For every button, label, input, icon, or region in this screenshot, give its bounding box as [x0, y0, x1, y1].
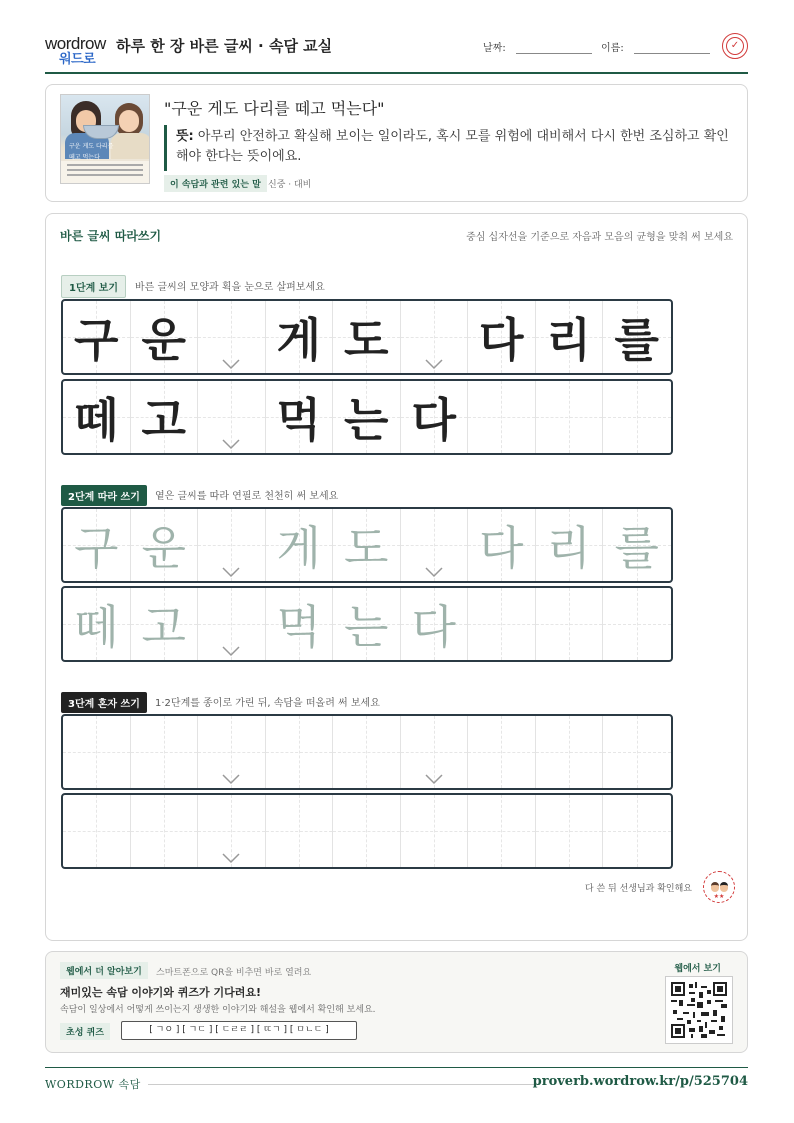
- step-1-desc: 바른 글씨의 모양과 획을 눈으로 살펴보세요: [135, 282, 325, 293]
- step-3-badge: 3단계 혼자 쓰기: [61, 692, 147, 713]
- illustration-caption-2: 떼고 먹는다: [69, 154, 100, 161]
- grid-cell[interactable]: [333, 588, 401, 660]
- grid-cell[interactable]: [266, 716, 334, 788]
- grid-cell: [266, 381, 334, 453]
- grid-cell[interactable]: [603, 588, 671, 660]
- grid-cell: [333, 381, 401, 453]
- related-words: 신중 · 대비: [268, 180, 312, 190]
- model-character: 떼: [74, 393, 119, 447]
- grid-cell[interactable]: [468, 795, 536, 867]
- model-character: 먹: [276, 393, 321, 447]
- trace-character: 를: [614, 521, 659, 575]
- grid-cell: [131, 301, 199, 373]
- grid-cell[interactable]: [198, 716, 266, 788]
- grid-cell[interactable]: [401, 509, 469, 581]
- name-field[interactable]: [601, 39, 710, 54]
- check-stamp-icon: ✓: [722, 33, 748, 59]
- grid-cell: [603, 301, 671, 373]
- trace-character: 구: [74, 521, 119, 575]
- grid-cell[interactable]: [536, 509, 604, 581]
- grid-cell[interactable]: [131, 509, 199, 581]
- grid-cell: [401, 301, 469, 373]
- date-label: 날짜:: [483, 43, 506, 54]
- grid-cell[interactable]: [468, 588, 536, 660]
- grid-cell: [468, 381, 536, 453]
- web-subtext: 속담이 일상에서 어떻게 쓰이는지 생생한 이야기와 해설을 웹에서 확인해 보세요.: [60, 1005, 376, 1015]
- grid-cell: [63, 301, 131, 373]
- grid-cell: [266, 301, 334, 373]
- grid-cell[interactable]: [401, 716, 469, 788]
- step-2-desc: 옅은 글씨를 따라 연필로 천천히 써 보세요: [155, 491, 339, 502]
- trace-character: 먹: [276, 600, 321, 654]
- word-space-icon: [221, 849, 241, 861]
- model-character: 는: [344, 393, 389, 447]
- footer-divider: [45, 1067, 748, 1068]
- grid-cell[interactable]: [401, 588, 469, 660]
- grid-cell[interactable]: [63, 716, 131, 788]
- model-character: 를: [614, 313, 659, 367]
- grid-cell[interactable]: [603, 795, 671, 867]
- name-label: 이름:: [601, 43, 624, 54]
- web-hint: 스마트폰으로 QR을 비추면 바로 열려요: [156, 968, 312, 978]
- trace-row-2[interactable]: [61, 586, 673, 662]
- grid-cell: [536, 301, 604, 373]
- step-1-badge: 1단계 보기: [61, 275, 126, 298]
- proverb-illustration: [60, 94, 150, 184]
- model-character: 다: [479, 313, 524, 367]
- date-field[interactable]: [483, 39, 592, 54]
- model-character: 다: [411, 393, 456, 447]
- grid-cell[interactable]: [333, 716, 401, 788]
- word-space-icon: [424, 355, 444, 367]
- web-headline: 재미있는 속담 이야기와 퀴즈가 기다려요!: [60, 986, 261, 999]
- teacher-check-text: 다 쓴 뒤 선생님과 확인해요: [584, 884, 692, 894]
- grid-cell: [131, 381, 199, 453]
- grid-cell[interactable]: [333, 509, 401, 581]
- name-line[interactable]: [634, 44, 710, 54]
- proverb-title: "구운 게도 다리를 떼고 먹는다": [164, 99, 385, 118]
- trace-character: 는: [344, 600, 389, 654]
- word-space-icon: [424, 563, 444, 575]
- accent-bar: [164, 125, 167, 171]
- model-character: 구: [74, 313, 119, 367]
- trace-character: 도: [344, 521, 389, 575]
- model-row-1: [61, 299, 673, 375]
- word-space-icon: [221, 642, 241, 654]
- grid-cell[interactable]: [468, 716, 536, 788]
- trace-character: 운: [141, 521, 186, 575]
- model-row-2: [61, 379, 673, 455]
- grid-cell: [198, 301, 266, 373]
- trace-character: 다: [479, 521, 524, 575]
- word-space-icon: [221, 355, 241, 367]
- grid-cell[interactable]: [603, 716, 671, 788]
- related-label: 이 속담과 관련 있는 말: [164, 175, 267, 192]
- trace-character: 떼: [74, 600, 119, 654]
- grid-cell[interactable]: [266, 588, 334, 660]
- page-title: 하루 한 장 바른 글씨 · 속담 교실: [116, 37, 333, 55]
- date-line[interactable]: [516, 44, 592, 54]
- word-space-icon: [221, 435, 241, 447]
- grid-cell[interactable]: [536, 716, 604, 788]
- grid-cell[interactable]: [468, 509, 536, 581]
- teacher-stamp-icon: ★★: [703, 871, 735, 903]
- proverb-meaning: [176, 127, 736, 167]
- word-space-icon: [221, 770, 241, 782]
- grid-cell[interactable]: [401, 795, 469, 867]
- footer-brand: WORDROW 속담: [45, 1078, 141, 1091]
- grid-cell[interactable]: [198, 509, 266, 581]
- step-3-desc: 1·2단계를 종이로 가린 뒤, 속담을 떠올려 써 보세요: [155, 698, 380, 709]
- practice-title: 바른 글씨 따라쓰기: [60, 229, 162, 243]
- grid-cell[interactable]: [63, 509, 131, 581]
- word-space-icon: [221, 563, 241, 575]
- practice-hint: 중심 십자선을 기준으로 자음과 모음의 균형을 맞춰 써 보세요: [466, 232, 733, 243]
- proverb-card: [45, 84, 748, 202]
- grid-cell[interactable]: [333, 795, 401, 867]
- qr-title: 웹에서 보기: [674, 964, 721, 974]
- grid-cell: [333, 301, 401, 373]
- logo-subtext: 워드로: [59, 51, 96, 66]
- model-character: 게: [276, 313, 321, 367]
- grid-cell: [468, 301, 536, 373]
- footer-rule: [148, 1084, 538, 1085]
- page-header: [45, 30, 748, 74]
- logo-text: wordrow: [45, 34, 106, 53]
- word-space-icon: [424, 770, 444, 782]
- initial-consonant-quiz: [ ㄱㅇ ] [ ㄱㄷ ] [ ㄷㄹㄹ ] [ ㄸㄱ ] [ ㅁㄴㄷ ]: [121, 1021, 357, 1040]
- grid-cell[interactable]: [131, 588, 199, 660]
- trace-character: 게: [276, 521, 321, 575]
- practice-section: [45, 213, 748, 941]
- model-character: 고: [141, 393, 186, 447]
- grid-cell: [198, 381, 266, 453]
- model-character: 리: [546, 313, 591, 367]
- step-2-badge: 2단계 따라 쓰기: [61, 485, 147, 506]
- grid-cell[interactable]: [266, 795, 334, 867]
- grid-cell[interactable]: [603, 509, 671, 581]
- web-promo-box: [45, 951, 748, 1053]
- trace-character: 리: [546, 521, 591, 575]
- grid-cell[interactable]: [131, 716, 199, 788]
- grid-cell[interactable]: [266, 509, 334, 581]
- grid-cell[interactable]: [198, 588, 266, 660]
- model-character: 운: [141, 313, 186, 367]
- grid-cell[interactable]: [131, 795, 199, 867]
- grid-cell: [401, 381, 469, 453]
- grid-cell[interactable]: [536, 588, 604, 660]
- grid-cell[interactable]: [63, 795, 131, 867]
- grid-cell: [603, 381, 671, 453]
- meaning-label: 뜻:: [176, 129, 194, 144]
- grid-cell[interactable]: [63, 588, 131, 660]
- grid-cell: [536, 381, 604, 453]
- model-character: 도: [344, 313, 389, 367]
- grid-cell[interactable]: [536, 795, 604, 867]
- grid-cell[interactable]: [198, 795, 266, 867]
- trace-character: 다: [411, 600, 456, 654]
- footer-url-link[interactable]: proverb.wordrow.kr/p/525704: [532, 1074, 748, 1089]
- web-label: 웹에서 더 알아보기: [60, 962, 148, 979]
- meaning-text: 아무리 안전하고 확실해 보이는 일이라도, 혹시 모를 위험에 대비해서 다시 한번 조심하고 확인해야 한다는 뜻이에요.: [176, 129, 729, 164]
- wordrow-logo: [45, 34, 106, 66]
- qr-code-icon[interactable]: [665, 976, 733, 1044]
- free-write-row-1[interactable]: [61, 714, 673, 790]
- illustration-caption-1: 구운 게도 다리를: [69, 143, 114, 150]
- free-write-row-2[interactable]: [61, 793, 673, 869]
- trace-row-1[interactable]: [61, 507, 673, 583]
- quiz-label: 초성 퀴즈: [60, 1023, 110, 1040]
- grid-cell: [63, 381, 131, 453]
- trace-character: 고: [141, 600, 186, 654]
